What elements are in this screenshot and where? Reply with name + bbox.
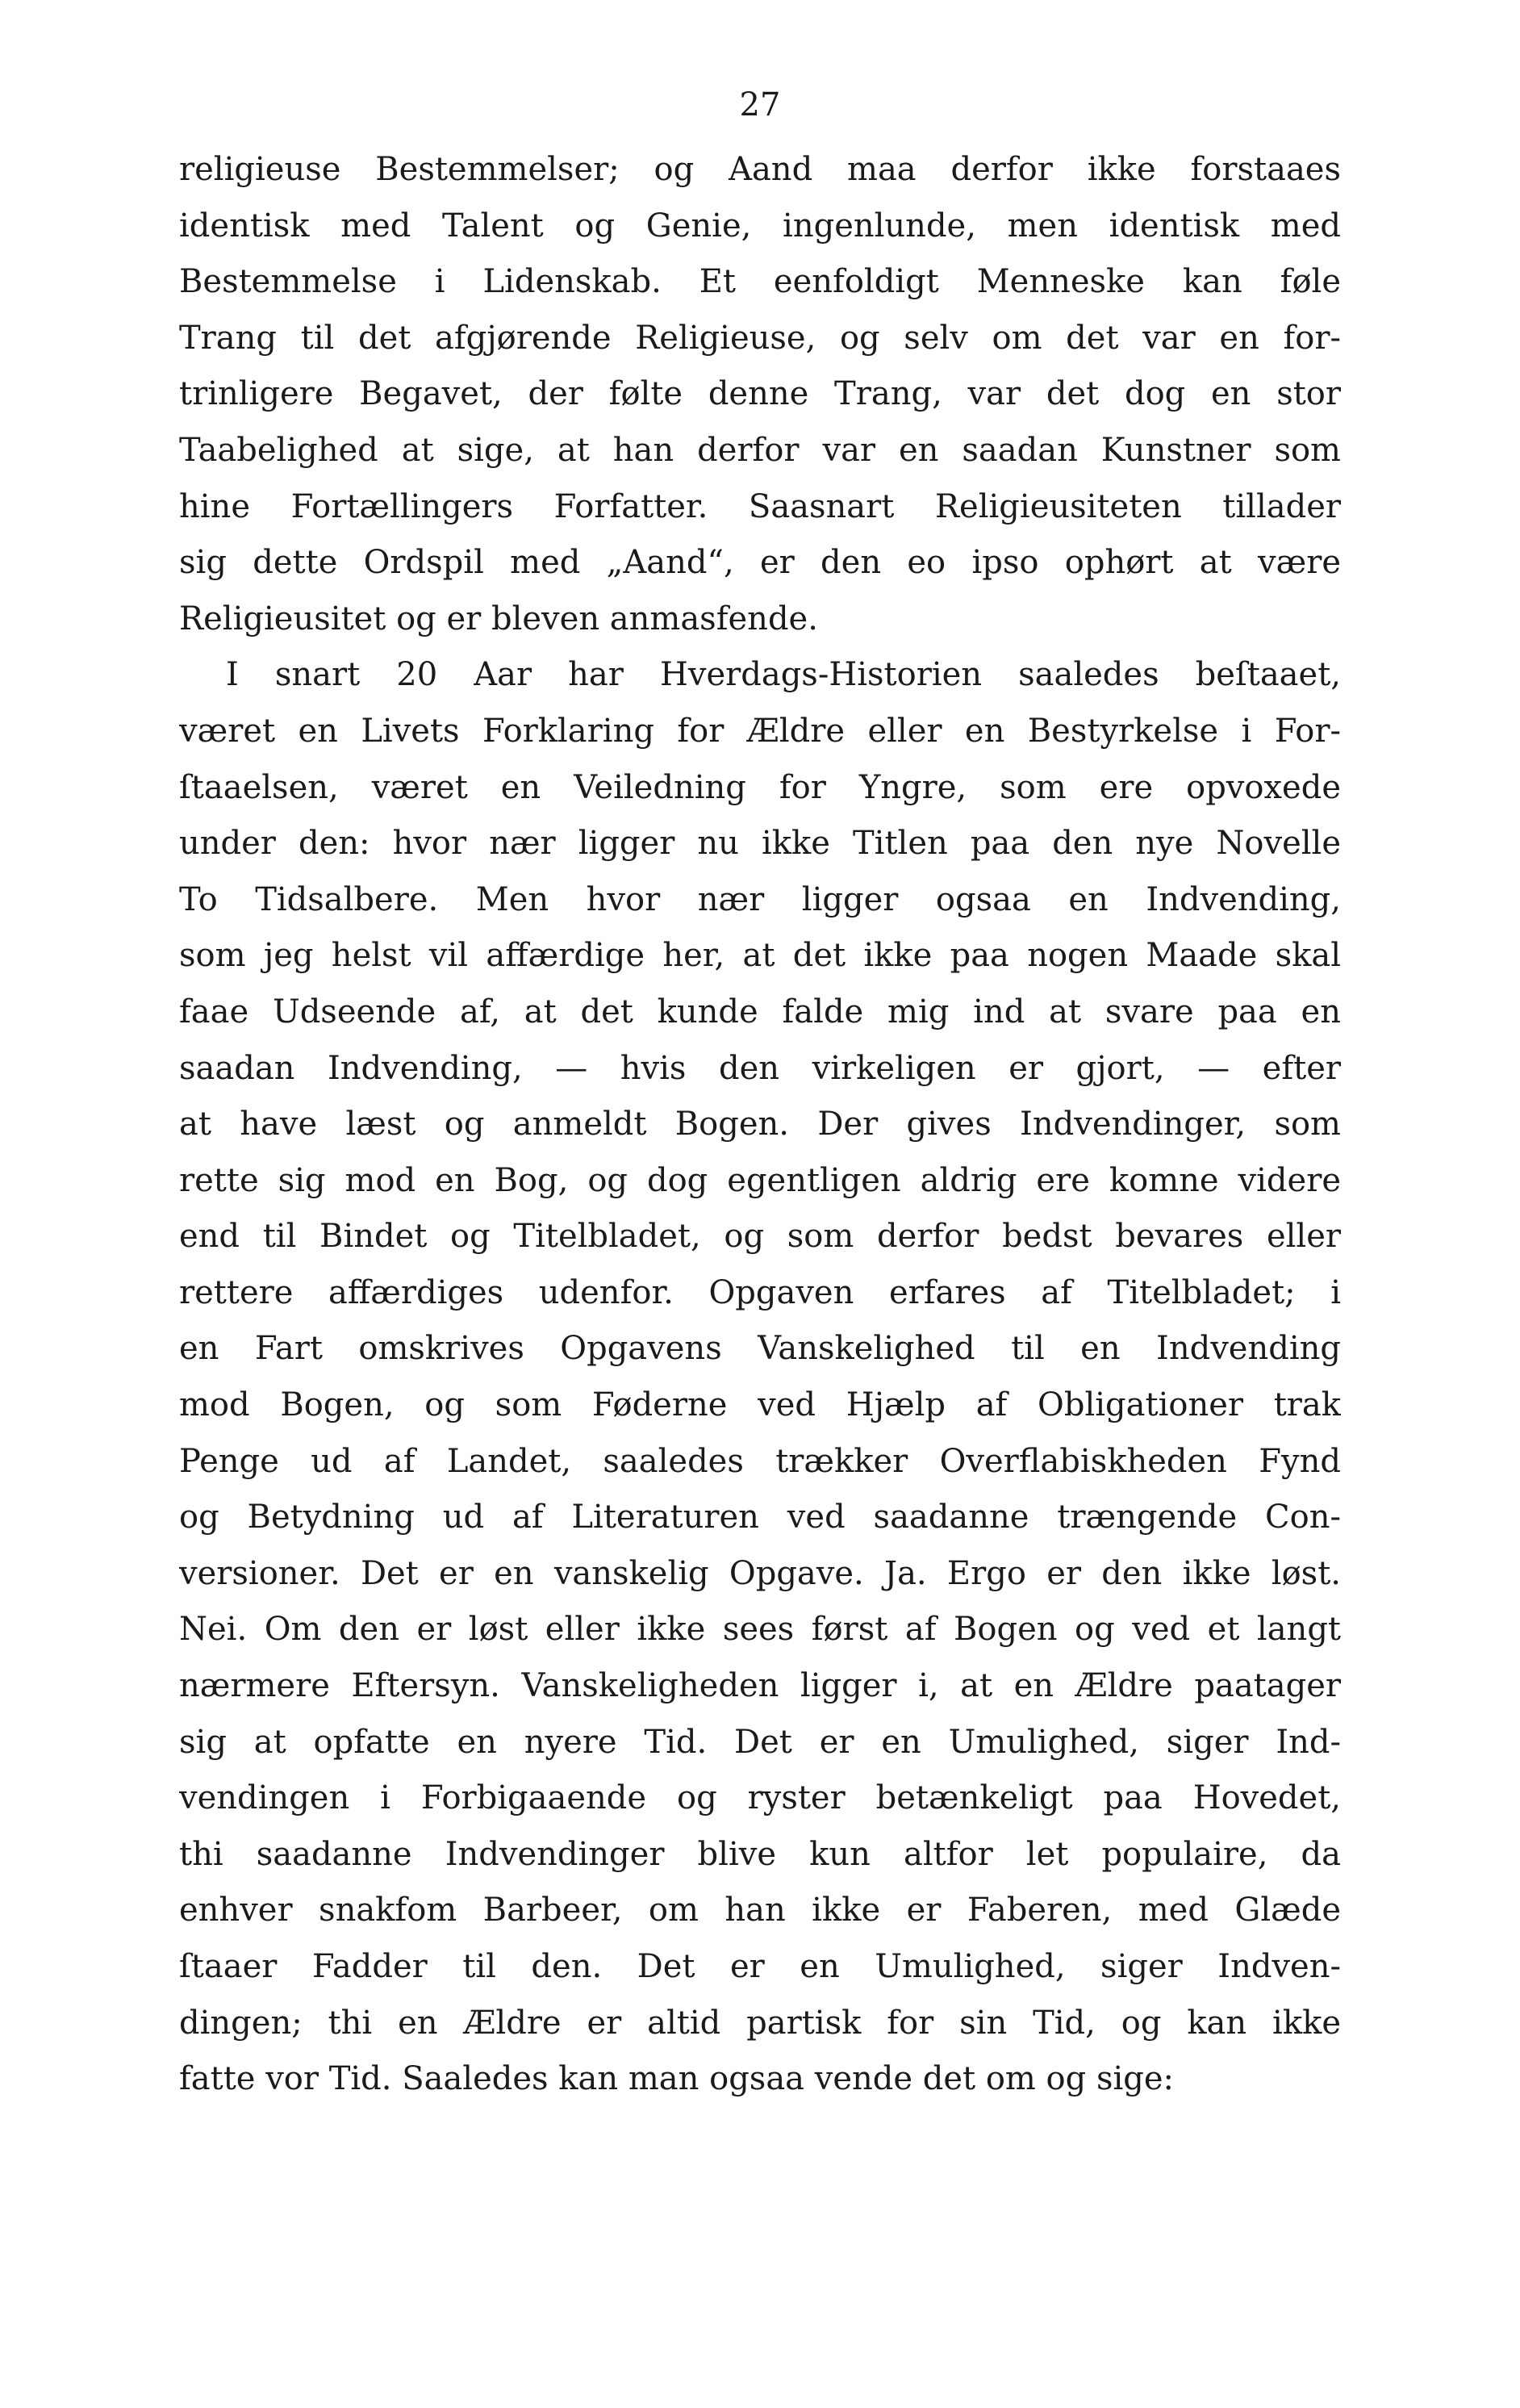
text-line: To Tidsalbere. Men hvor nær ligger ogsaa en Indvending,	[179, 880, 1341, 918]
text-line: Trang til det afgjørende Religieuse, og selv om det var en for-	[179, 319, 1341, 357]
text-line: Bestemmelse i Lidenskab. Et eenfoldigt Menneske kan føle	[179, 263, 1341, 301]
text-line: fatte vor Tid. Saaledes kan man ogsaa vende det om og sige:	[179, 2060, 1175, 2098]
text-line: Nei. Om den er løst eller ikke sees først af Bogen og ved et langt	[179, 1611, 1341, 1649]
text-line: thi saadanne Indvendinger blive kun altfor let populaire, da	[179, 1835, 1341, 1873]
text-line: at have læst og anmeldt Bogen. Der gives Indvendinger, som	[179, 1106, 1341, 1143]
text-line: mod Bogen, og som Føderne ved Hjælp af Obligationer trak	[179, 1386, 1341, 1424]
text-line: faae Udseende af, at det kunde falde mig ind at svare paa en	[179, 993, 1341, 1031]
text-line: som jeg helst vil affærdige her, at det ikke paa nogen Maade skal	[179, 937, 1341, 975]
text-line: end til Bindet og Titelbladet, og som derfor bedst bevares eller	[179, 1218, 1341, 1256]
text-line: trinligere Begavet, der følte denne Trang, var det dog en stor	[179, 375, 1341, 413]
text-line: identisk med Talent og Genie, ingenlunde, men identisk med	[179, 207, 1341, 245]
text-line: Penge ud af Landet, saaledes trækker Overflabiskheden Fynd	[179, 1442, 1341, 1480]
text-line: ſtaaelsen, været en Veiledning for Yngre, som ere opvoxede	[179, 768, 1341, 806]
text-line: rette sig mod en Bog, og dog egentligen aldrig ere komne videre	[179, 1161, 1341, 1199]
body-text	[179, 142, 1341, 2108]
text-line: ſtaaer Fadder til den. Det er en Umulighed, siger Indven-	[179, 1948, 1341, 1985]
text-line: en Fart omskrives Opgavens Vanskelighed til en Indvending	[179, 1330, 1341, 1368]
text-line: versioner. Det er en vanskelig Opgave. Ja. Ergo er den ikke løst.	[179, 1554, 1341, 1592]
paragraph-start-line: I snart 20 Aar har Hverdags-Historien saaledes beſtaaet,	[226, 656, 1341, 694]
text-line: dingen; thi en Ældre er altid partisk for sin Tid, og kan ikke	[179, 2004, 1341, 2042]
text-line: sig at opfatte en nyere Tid. Det er en Umulighed, siger Ind-	[179, 1723, 1341, 1761]
text-line: hine Fortællingers Forfatter. Saasnart Religieusiteten tillader	[179, 487, 1341, 525]
text-line: religieuse Bestemmelser; og Aand maa derfor ikke forstaaes	[179, 151, 1341, 188]
text-line: under den: hvor nær ligger nu ikke Titlen paa den nye Novelle	[179, 825, 1341, 863]
text-line: vendingen i Forbigaaende og ryster betænkeligt paa Hovedet,	[179, 1779, 1341, 1817]
text-line: saadan Indvending, — hvis den virkeligen er gjort, — efter	[179, 1049, 1341, 1087]
text-line: enhver snakfom Barbeer, om han ikke er Faberen, med Glæde	[179, 1892, 1341, 1929]
text-line: nærmere Eftersyn. Vanskeligheden ligger i, at en Ældre paatager	[179, 1667, 1341, 1705]
text-line: og Betydning ud af Literaturen ved saadanne trængende Con-	[179, 1499, 1341, 1536]
text-line: sig dette Ordspil med „Aand“, er den eo ipso ophørt at være	[179, 544, 1341, 582]
text-line: rettere affærdiges udenfor. Opgaven erfares af Titelbladet; i	[179, 1273, 1341, 1311]
text-line: været en Livets Forklaring for Ældre eller en Bestyrkelse i For-	[179, 712, 1341, 750]
page-number: 27	[739, 86, 781, 123]
text-line: Taabelighed at sige, at han derfor var en saadan Kunstner som	[179, 431, 1341, 469]
paragraph-end-line: Religieusitet og er bleven anmasfende.	[179, 600, 818, 638]
